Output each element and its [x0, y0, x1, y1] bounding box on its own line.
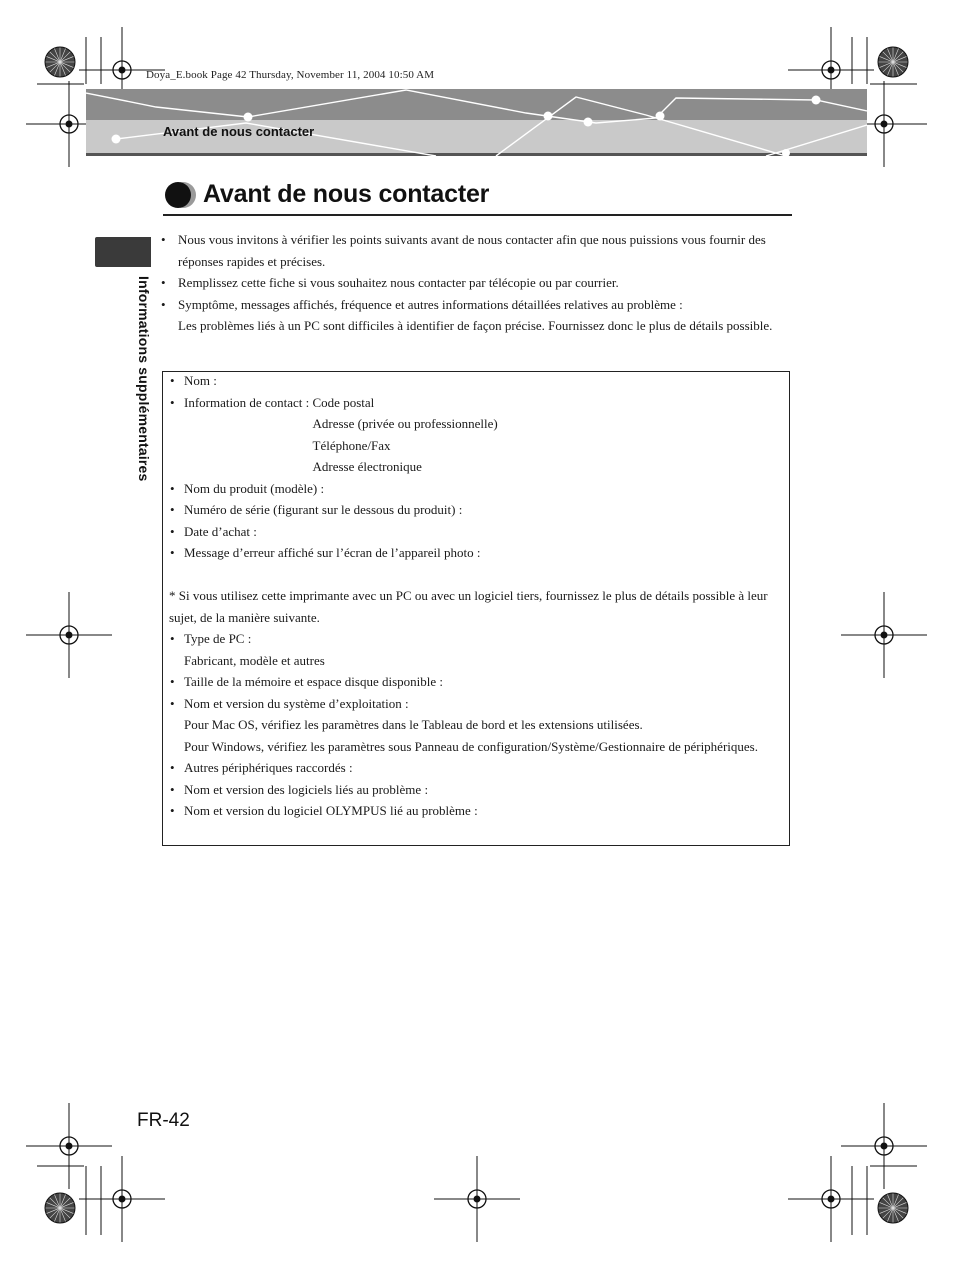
- form-item: • Nom et version des logiciels liés au problème :: [169, 779, 779, 801]
- side-tab-label: Informations supplémentaires: [136, 276, 152, 482]
- intro-item-text: Symptôme, messages affichés, fréquence et autres informations détaillées relatives au problème :: [178, 296, 683, 312]
- contact-field: Code postal: [312, 394, 375, 410]
- section-bullet-icon: [164, 181, 198, 209]
- form-item-contact: [169, 392, 779, 478]
- form-item: • Numéro de série (figurant sur le dessous du produit) :: [169, 499, 779, 521]
- contact-field: Adresse (privée ou professionnelle): [312, 416, 498, 431]
- form-item: • Taille de la mémoire et espace disque disponible :: [169, 671, 779, 693]
- header-band: [86, 89, 867, 156]
- title-rule: [163, 214, 792, 216]
- running-head: Avant de nous contacter: [163, 124, 315, 139]
- contact-field: Adresse électronique: [312, 459, 422, 474]
- form-note: * Si vous utilisez cette imprimante avec un PC ou avec un logiciel tiers, fournissez le plus de détails possible à leur sujet, de la manière suivante.: [169, 588, 768, 625]
- form-item-detail: Pour Windows, vérifiez les paramètres sous Panneau de configuration/Système/Gestionnaire de périphériques.: [184, 738, 758, 754]
- form-item-name: • Nom :: [169, 370, 779, 392]
- page-number: FR-42: [137, 1110, 190, 1131]
- side-tab-marker: [95, 237, 151, 267]
- form-item: • Message d’erreur affiché sur l’écran de l’appareil photo :: [169, 542, 779, 564]
- form-item-text: Nom et version du système d’exploitation :: [184, 695, 409, 711]
- spacer: [169, 564, 779, 586]
- intro-list: [160, 229, 800, 337]
- contact-field: Téléphone/Fax: [312, 437, 391, 453]
- form-item-pc-type: [169, 628, 779, 671]
- contact-form-content: [169, 370, 779, 822]
- form-item-text: Type de PC :: [184, 631, 252, 646]
- form-item: • Nom et version du logiciel OLYMPUS lié au problème :: [169, 800, 779, 822]
- print-slug: Doya_E.book Page 42 Thursday, November 11, 2004 10:50 AM: [146, 69, 435, 81]
- intro-item: [160, 294, 800, 337]
- form-item-detail: Pour Mac OS, vérifiez les paramètres dans le Tableau de bord et les extensions utilisées.: [184, 717, 643, 732]
- contact-label: • Information de contact :: [184, 394, 313, 410]
- form-item: • Nom du produit (modèle) :: [169, 478, 779, 500]
- intro-continuation: Les problèmes liés à un PC sont difficiles à identifier de façon précise. Fournissez donc le plus de détails possible.: [178, 318, 773, 334]
- page-title: Avant de nous contacter: [203, 180, 490, 208]
- form-item-detail: Fabricant, modèle et autres: [184, 652, 325, 668]
- form-item: • Autres périphériques raccordés :: [169, 757, 779, 779]
- form-item: • Date d’achat :: [169, 521, 779, 543]
- form-item-os: [169, 693, 779, 758]
- intro-item: • Nous vous invitons à vérifier les points suivants avant de nous contacter afin que nous puissions vous fournir des réponses rapides et précises.: [160, 229, 800, 272]
- intro-item: • Remplissez cette fiche si vous souhaitez nous contacter par télécopie ou par courrier.: [160, 272, 800, 294]
